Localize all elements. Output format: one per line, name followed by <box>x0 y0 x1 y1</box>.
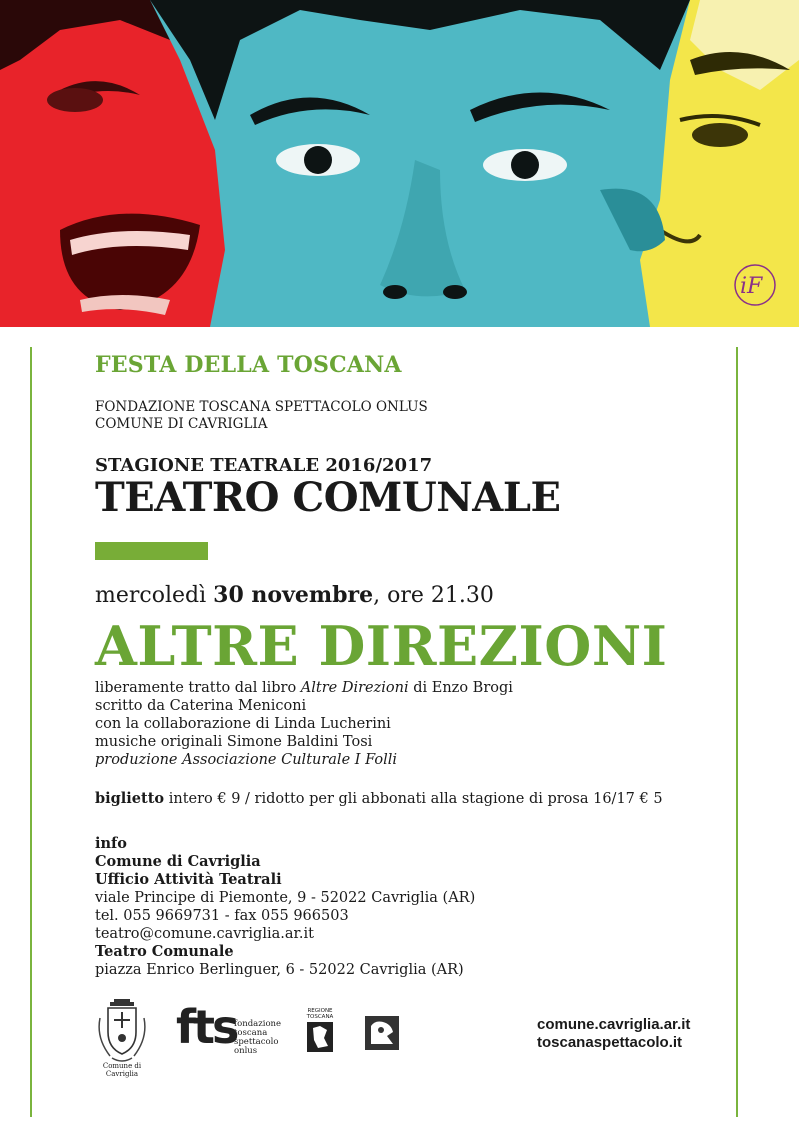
link-comune-cavriglia[interactable]: comune.cavriglia.ar.it <box>537 1016 691 1033</box>
info-phone: tel. 055 9669731 - fax 055 966503 <box>95 908 349 924</box>
season-title: STAGIONE TEATRALE 2016/2017 <box>95 455 433 476</box>
credit-source <box>95 679 513 697</box>
info-heading: info <box>95 835 127 852</box>
green-divider-bar <box>95 542 208 560</box>
event-day: mercoledì <box>95 583 207 608</box>
event-time: , ore 21.30 <box>373 583 494 608</box>
fts-logo: fts <box>176 1000 237 1054</box>
link-toscana-spettacolo[interactable]: toscanaspettacolo.it <box>537 1034 683 1051</box>
fts-logo-text <box>234 1020 281 1056</box>
left-green-rule <box>30 347 32 1117</box>
credit-book-title: Altre Direzioni <box>300 680 409 696</box>
three-faces-illustration <box>0 0 799 327</box>
fts-line: fondazione <box>234 1019 282 1029</box>
event-title: ALTRE DIREZIONI <box>95 614 668 678</box>
if-badge: iF <box>740 274 763 299</box>
event-date: 30 novembre <box>213 582 374 608</box>
fts-line: spettacolo <box>234 1037 279 1047</box>
hero-image <box>0 0 799 327</box>
festa-heading: FESTA DELLA TOSCANA <box>95 352 402 378</box>
info-venue-address: piazza Enrico Berlinguer, 6 - 52022 Cavriglia (AR) <box>95 962 464 978</box>
event-date-line <box>95 582 494 608</box>
credit-writer: scritto da Caterina Meniconi <box>95 698 307 714</box>
info-organization: Comune di Cavriglia <box>95 853 261 870</box>
comune-crest-icon <box>92 994 152 1072</box>
regione-label: REGIONE TOSCANA <box>306 1008 334 1020</box>
ticket-prices: intero € 9 / ridotto per gli abbonati alla stagione di prosa 16/17 € 5 <box>164 791 663 807</box>
info-office: Ufficio Attività Teatrali <box>95 871 282 888</box>
info-address: viale Principe di Piemonte, 9 - 52022 Cavriglia (AR) <box>95 890 476 906</box>
comune-caption: Comune di Cavriglia <box>102 1062 142 1078</box>
ticket-label: biglietto <box>95 790 165 807</box>
organizer-line-2: COMUNE DI CAVRIGLIA <box>95 416 268 432</box>
ticket-info <box>95 790 663 807</box>
venue-title: TEATRO COMUNALE <box>95 474 561 521</box>
right-green-rule <box>736 347 738 1117</box>
info-venue: Teatro Comunale <box>95 943 234 960</box>
mibact-icon <box>365 1016 399 1050</box>
info-email[interactable]: teatro@comune.cavriglia.ar.it <box>95 926 314 942</box>
organizer-line-1: FONDAZIONE TOSCANA SPETTACOLO ONLUS <box>95 399 428 415</box>
credit-production: produzione Associazione Culturale I Folli <box>95 752 398 768</box>
fts-line: onlus <box>234 1046 258 1056</box>
credit-collaboration: con la collaborazione di Linda Lucherini <box>95 716 391 732</box>
credit-source-author: di Enzo Brogi <box>408 680 513 696</box>
fts-line: toscana <box>234 1028 268 1038</box>
credit-music: musiche originali Simone Baldini Tosi <box>95 734 373 750</box>
credit-source-prefix: liberamente tratto dal libro <box>95 680 301 696</box>
